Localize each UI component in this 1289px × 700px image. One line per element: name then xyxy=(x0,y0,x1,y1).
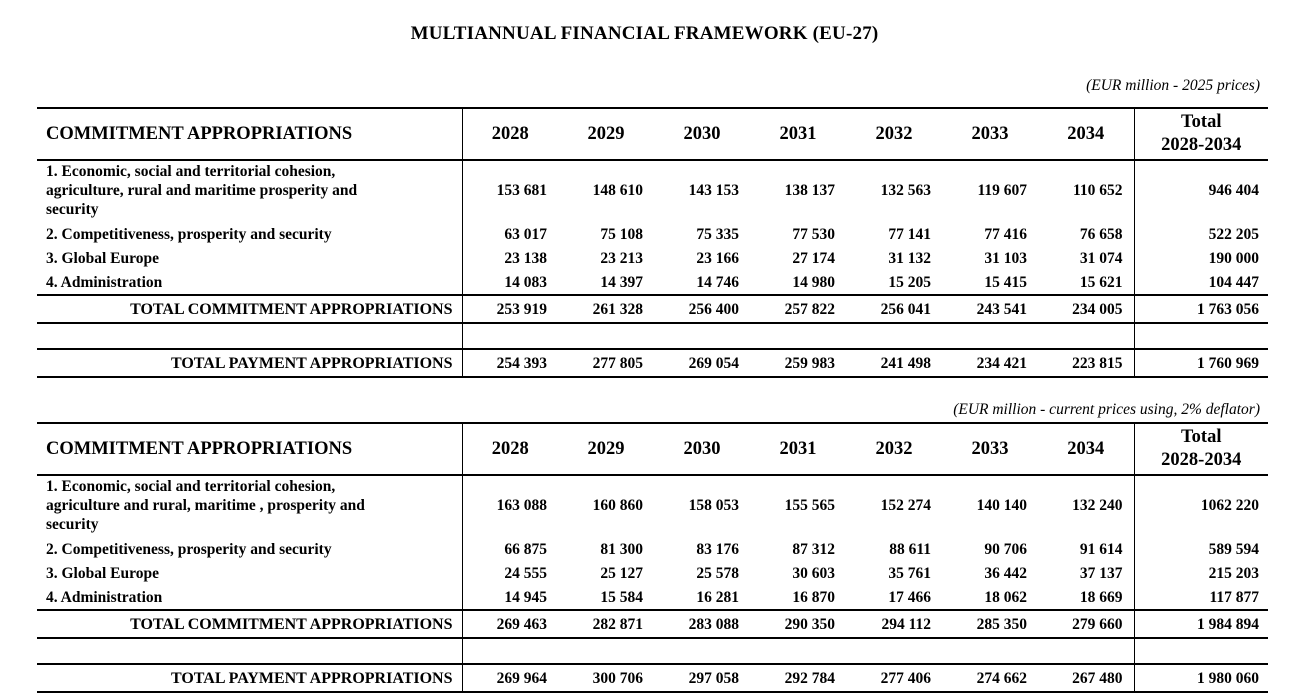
cell-value: 76 658 xyxy=(1079,225,1123,243)
cell-value: 31 074 xyxy=(1079,249,1123,267)
cell-value: 31 132 xyxy=(888,249,931,267)
cell-value: 279 660 xyxy=(1038,610,1134,638)
row-label: 1. Economic, social and territorial cohesion, agriculture, rural and maritime prosperity and security xyxy=(37,160,462,222)
cell-value: 83 176 xyxy=(696,540,739,558)
row-total: 589 594 xyxy=(1134,537,1268,561)
cell-value: 14 083 xyxy=(504,273,547,291)
cell-value: 132 563 xyxy=(880,182,931,199)
cell-value: 234 005 xyxy=(1038,295,1134,323)
cell-value: 261 328 xyxy=(558,295,654,323)
cell-value: 66 875 xyxy=(504,540,547,558)
cell-value: 15 621 xyxy=(1079,273,1123,291)
table-row xyxy=(37,222,1268,246)
cell-value: 25 127 xyxy=(600,564,643,582)
cell-value: 77 141 xyxy=(888,225,931,243)
cell-value: 277 406 xyxy=(846,664,942,692)
total-payment-row xyxy=(37,664,1268,692)
row-total: 104 447 xyxy=(1134,270,1268,295)
table-row xyxy=(37,160,1268,222)
year-header: 2033 xyxy=(942,108,1038,160)
cell-value: 163 088 xyxy=(496,497,547,514)
year-header: 2031 xyxy=(750,423,846,475)
row-total: 1 760 969 xyxy=(1134,349,1268,377)
cell-value: 269 054 xyxy=(654,349,750,377)
row-total: 522 205 xyxy=(1134,222,1268,246)
cell-value: 17 466 xyxy=(888,588,931,606)
cell-value: 254 393 xyxy=(462,349,558,377)
year-header: 2033 xyxy=(942,423,1038,475)
table-row xyxy=(37,537,1268,561)
cell-value: 292 784 xyxy=(750,664,846,692)
cell-value: 75 108 xyxy=(600,225,643,243)
total-payment-label: TOTAL PAYMENT APPROPRIATIONS xyxy=(37,349,462,377)
row-label: 4. Administration xyxy=(37,585,462,610)
cell-value: 155 565 xyxy=(784,497,835,514)
row-label: 1. Economic, social and territorial cohesion, agriculture and rural, maritime , prosperity and security xyxy=(37,475,462,537)
total-payment-row xyxy=(37,349,1268,377)
row-total: 1 984 894 xyxy=(1134,610,1268,638)
row-total: 1 980 060 xyxy=(1134,664,1268,692)
year-header: 2028 xyxy=(462,108,558,160)
cell-value: 14 945 xyxy=(504,588,547,606)
cell-value: 30 603 xyxy=(792,564,835,582)
total-header-line1: Total xyxy=(1181,427,1222,447)
units-note-constant-prices: (EUR million - 2025 prices) xyxy=(1086,77,1260,94)
row-total: 117 877 xyxy=(1134,585,1268,610)
cell-value: 257 822 xyxy=(750,295,846,323)
cell-value: 274 662 xyxy=(942,664,1038,692)
table-header-row xyxy=(37,108,1268,160)
cell-value: 77 416 xyxy=(984,225,1027,243)
table-header-row xyxy=(37,423,1268,475)
year-header: 2032 xyxy=(846,423,942,475)
cell-value: 14 746 xyxy=(696,273,739,291)
cell-value: 148 610 xyxy=(592,182,643,199)
cell-value: 18 669 xyxy=(1079,588,1123,606)
cell-value: 253 919 xyxy=(462,295,558,323)
cell-value: 152 274 xyxy=(880,497,931,514)
table-row xyxy=(37,585,1268,610)
cell-value: 37 137 xyxy=(1079,564,1123,582)
mff-table-constant-prices xyxy=(37,107,1268,378)
cell-value: 153 681 xyxy=(496,182,547,199)
cell-value: 300 706 xyxy=(558,664,654,692)
cell-value: 88 611 xyxy=(889,540,931,558)
cell-value: 15 584 xyxy=(600,588,643,606)
total-header xyxy=(1134,423,1268,475)
cell-value: 290 350 xyxy=(750,610,846,638)
cell-value: 24 555 xyxy=(504,564,547,582)
cell-value: 23 213 xyxy=(600,249,643,267)
cell-value: 91 614 xyxy=(1079,540,1123,558)
page-title: MULTIANNUAL FINANCIAL FRAMEWORK (EU-27) xyxy=(410,23,879,44)
cell-value: 14 397 xyxy=(600,273,643,291)
row-label: 3. Global Europe xyxy=(37,561,462,585)
year-header: 2031 xyxy=(750,108,846,160)
cell-value: 297 058 xyxy=(654,664,750,692)
mff-table-current-prices xyxy=(37,422,1268,693)
total-header-line1: Total xyxy=(1181,112,1222,132)
cell-value: 282 871 xyxy=(558,610,654,638)
header-label: COMMITMENT APPROPRIATIONS xyxy=(37,108,462,160)
cell-value: 23 166 xyxy=(696,249,739,267)
year-header: 2030 xyxy=(654,108,750,160)
cell-value: 35 761 xyxy=(888,564,931,582)
cell-value: 241 498 xyxy=(846,349,942,377)
total-commitment-row xyxy=(37,295,1268,323)
year-header: 2029 xyxy=(558,423,654,475)
cell-value: 15 205 xyxy=(888,273,931,291)
cell-value: 90 706 xyxy=(984,540,1027,558)
cell-value: 140 140 xyxy=(976,497,1027,514)
row-total: 1062 220 xyxy=(1134,475,1268,537)
cell-value: 87 312 xyxy=(792,540,835,558)
table-row xyxy=(37,246,1268,270)
row-total: 1 763 056 xyxy=(1134,295,1268,323)
cell-value: 16 281 xyxy=(696,588,739,606)
row-label: 4. Administration xyxy=(37,270,462,295)
cell-value: 269 463 xyxy=(462,610,558,638)
total-payment-label: TOTAL PAYMENT APPROPRIATIONS xyxy=(37,664,462,692)
row-total: 215 203 xyxy=(1134,561,1268,585)
cell-value: 256 041 xyxy=(846,295,942,323)
cell-value: 23 138 xyxy=(504,249,547,267)
year-header: 2034 xyxy=(1038,423,1134,475)
cell-value: 267 480 xyxy=(1038,664,1134,692)
total-header-line2: 2028-2034 xyxy=(1161,450,1242,470)
cell-value: 25 578 xyxy=(696,564,739,582)
cell-value: 132 240 xyxy=(1072,497,1123,514)
total-commitment-row xyxy=(37,610,1268,638)
units-note-current-prices: (EUR million - current prices using, 2% deflator) xyxy=(953,401,1260,418)
cell-value: 256 400 xyxy=(654,295,750,323)
cell-value: 143 153 xyxy=(688,182,739,199)
year-header: 2028 xyxy=(462,423,558,475)
cell-value: 269 964 xyxy=(462,664,558,692)
total-header xyxy=(1134,108,1268,160)
row-total: 190 000 xyxy=(1134,246,1268,270)
cell-value: 18 062 xyxy=(984,588,1027,606)
cell-value: 75 335 xyxy=(696,225,739,243)
row-label: 2. Competitiveness, prosperity and security xyxy=(37,537,462,561)
cell-value: 294 112 xyxy=(846,610,942,638)
cell-value: 243 541 xyxy=(942,295,1038,323)
cell-value: 119 607 xyxy=(977,182,1027,199)
total-commitment-label: TOTAL COMMITMENT APPROPRIATIONS xyxy=(37,295,462,323)
cell-value: 259 983 xyxy=(750,349,846,377)
spacer-row xyxy=(37,323,1268,349)
year-header: 2034 xyxy=(1038,108,1134,160)
total-commitment-label: TOTAL COMMITMENT APPROPRIATIONS xyxy=(37,610,462,638)
cell-value: 138 137 xyxy=(784,182,835,199)
cell-value: 36 442 xyxy=(984,564,1027,582)
cell-value: 285 350 xyxy=(942,610,1038,638)
row-total: 946 404 xyxy=(1134,160,1268,222)
cell-value: 77 530 xyxy=(792,225,835,243)
cell-value: 63 017 xyxy=(504,225,547,243)
row-label: 2. Competitiveness, prosperity and security xyxy=(37,222,462,246)
table-row xyxy=(37,561,1268,585)
cell-value: 283 088 xyxy=(654,610,750,638)
cell-value: 27 174 xyxy=(792,249,835,267)
year-header: 2032 xyxy=(846,108,942,160)
total-header-line2: 2028-2034 xyxy=(1161,135,1242,155)
table-row xyxy=(37,270,1268,295)
cell-value: 160 860 xyxy=(592,497,643,514)
cell-value: 110 652 xyxy=(1072,182,1123,199)
row-label: 3. Global Europe xyxy=(37,246,462,270)
header-label: COMMITMENT APPROPRIATIONS xyxy=(37,423,462,475)
cell-value: 31 103 xyxy=(984,249,1027,267)
cell-value: 277 805 xyxy=(558,349,654,377)
cell-value: 16 870 xyxy=(792,588,835,606)
year-header: 2030 xyxy=(654,423,750,475)
cell-value: 14 980 xyxy=(792,273,835,291)
spacer-row xyxy=(37,638,1268,664)
cell-value: 15 415 xyxy=(984,273,1027,291)
cell-value: 158 053 xyxy=(688,497,739,514)
cell-value: 223 815 xyxy=(1038,349,1134,377)
year-header: 2029 xyxy=(558,108,654,160)
cell-value: 234 421 xyxy=(942,349,1038,377)
cell-value: 81 300 xyxy=(600,540,643,558)
table-row xyxy=(37,475,1268,537)
